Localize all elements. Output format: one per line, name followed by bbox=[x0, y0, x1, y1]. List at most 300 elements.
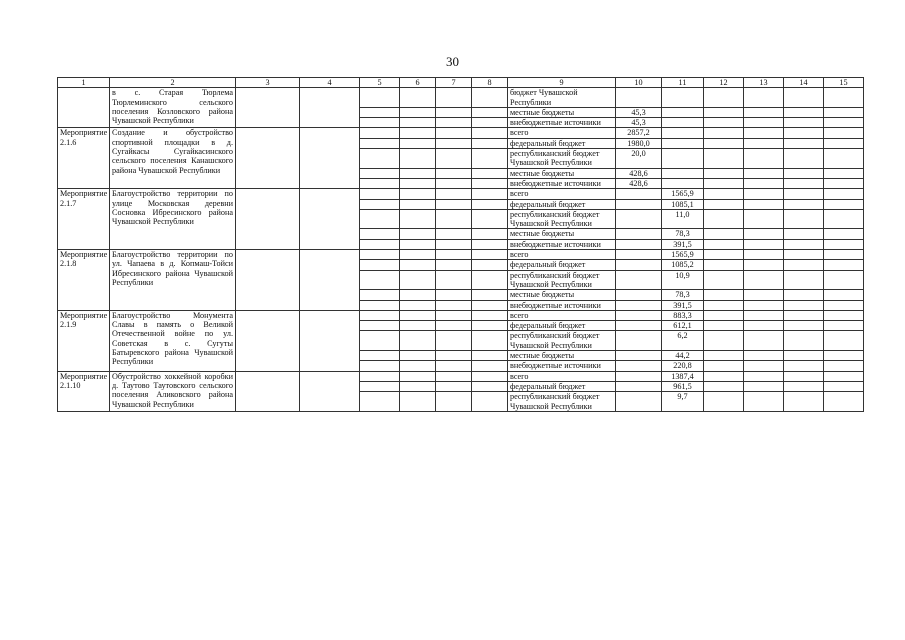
empty-cell bbox=[400, 118, 436, 128]
value-cell-col11: 612,1 bbox=[662, 321, 704, 331]
table-row bbox=[58, 88, 864, 108]
empty-cell bbox=[824, 138, 864, 148]
measure-code-cell: Мероприятие 2.1.6 bbox=[58, 128, 110, 189]
value-cell-col11 bbox=[662, 149, 704, 169]
empty-cell bbox=[704, 381, 744, 391]
empty-cell bbox=[824, 260, 864, 270]
empty-cell bbox=[436, 107, 472, 117]
empty-cell bbox=[436, 361, 472, 371]
empty-cell bbox=[784, 88, 824, 108]
value-cell-col11: 9,7 bbox=[662, 392, 704, 412]
empty-cell bbox=[744, 290, 784, 300]
empty-cell bbox=[784, 331, 824, 351]
value-cell-col11: 1085,1 bbox=[662, 199, 704, 209]
empty-cell bbox=[360, 168, 400, 178]
empty-cell bbox=[824, 351, 864, 361]
funding-source-cell: федеральный бюджет bbox=[508, 138, 616, 148]
value-cell-col10 bbox=[616, 250, 662, 260]
col-header: 6 bbox=[400, 78, 436, 88]
funding-source-cell: федеральный бюджет bbox=[508, 381, 616, 391]
empty-cell bbox=[436, 321, 472, 331]
funding-source-cell: местные бюджеты bbox=[508, 229, 616, 239]
measure-code-cell: Мероприятие 2.1.9 bbox=[58, 310, 110, 371]
empty-cell bbox=[784, 149, 824, 169]
value-cell-col10: 1980,0 bbox=[616, 138, 662, 148]
value-cell-col11: 78,3 bbox=[662, 290, 704, 300]
value-cell-col11 bbox=[662, 118, 704, 128]
empty-cell bbox=[472, 260, 508, 270]
funding-source-cell: республиканский бюджет Чувашской Республики bbox=[508, 149, 616, 169]
empty-cell bbox=[784, 371, 824, 381]
empty-cell bbox=[436, 250, 472, 260]
empty-cell bbox=[784, 260, 824, 270]
empty-cell bbox=[744, 260, 784, 270]
value-cell-col11: 1565,9 bbox=[662, 189, 704, 199]
empty-cell bbox=[824, 371, 864, 381]
empty-cell bbox=[784, 239, 824, 249]
empty-cell bbox=[436, 290, 472, 300]
empty-cell bbox=[744, 392, 784, 412]
measure-code-cell bbox=[58, 88, 110, 128]
empty-cell bbox=[236, 128, 300, 189]
empty-cell bbox=[824, 250, 864, 260]
empty-cell bbox=[436, 270, 472, 290]
empty-cell bbox=[360, 270, 400, 290]
empty-cell bbox=[400, 128, 436, 138]
empty-cell bbox=[824, 392, 864, 412]
col-header: 15 bbox=[824, 78, 864, 88]
empty-cell bbox=[824, 229, 864, 239]
value-cell-col11: 961,5 bbox=[662, 381, 704, 391]
value-cell-col10 bbox=[616, 209, 662, 229]
measure-code-cell: Мероприятие 2.1.10 bbox=[58, 371, 110, 411]
empty-cell bbox=[360, 351, 400, 361]
empty-cell bbox=[472, 229, 508, 239]
value-cell-col10 bbox=[616, 260, 662, 270]
empty-cell bbox=[824, 209, 864, 229]
empty-cell bbox=[744, 239, 784, 249]
empty-cell bbox=[360, 321, 400, 331]
value-cell-col11: 44,2 bbox=[662, 351, 704, 361]
funding-source-cell: всего bbox=[508, 371, 616, 381]
col-header: 12 bbox=[704, 78, 744, 88]
empty-cell bbox=[400, 250, 436, 260]
funding-source-cell: внебюджетные источники bbox=[508, 239, 616, 249]
value-cell-col11: 11,0 bbox=[662, 209, 704, 229]
header-row bbox=[58, 78, 864, 88]
funding-source-cell: внебюджетные источники bbox=[508, 178, 616, 188]
empty-cell bbox=[704, 371, 744, 381]
empty-cell bbox=[784, 138, 824, 148]
value-cell-col10 bbox=[616, 331, 662, 351]
empty-cell bbox=[472, 107, 508, 117]
empty-cell bbox=[236, 371, 300, 411]
empty-cell bbox=[824, 331, 864, 351]
empty-cell bbox=[236, 250, 300, 311]
empty-cell bbox=[744, 118, 784, 128]
empty-cell bbox=[360, 138, 400, 148]
empty-cell bbox=[784, 107, 824, 117]
empty-cell bbox=[824, 107, 864, 117]
funding-source-cell: всего bbox=[508, 189, 616, 199]
funding-source-cell: всего bbox=[508, 128, 616, 138]
empty-cell bbox=[744, 300, 784, 310]
empty-cell bbox=[472, 300, 508, 310]
empty-cell bbox=[744, 361, 784, 371]
value-cell-col10 bbox=[616, 199, 662, 209]
col-header: 10 bbox=[616, 78, 662, 88]
empty-cell bbox=[360, 128, 400, 138]
col-header: 13 bbox=[744, 78, 784, 88]
empty-cell bbox=[744, 321, 784, 331]
empty-cell bbox=[784, 361, 824, 371]
value-cell-col10: 2857,2 bbox=[616, 128, 662, 138]
funding-source-cell: внебюджетные источники bbox=[508, 361, 616, 371]
empty-cell bbox=[400, 331, 436, 351]
value-cell-col10: 20,0 bbox=[616, 149, 662, 169]
empty-cell bbox=[400, 229, 436, 239]
empty-cell bbox=[236, 88, 300, 128]
empty-cell bbox=[744, 381, 784, 391]
value-cell-col11: 391,5 bbox=[662, 239, 704, 249]
empty-cell bbox=[704, 392, 744, 412]
value-cell-col11: 1565,9 bbox=[662, 250, 704, 260]
funding-source-cell: республиканский бюджет Чувашской Республики bbox=[508, 392, 616, 412]
empty-cell bbox=[436, 189, 472, 199]
empty-cell bbox=[744, 128, 784, 138]
empty-cell bbox=[300, 250, 360, 311]
empty-cell bbox=[784, 321, 824, 331]
value-cell-col10 bbox=[616, 392, 662, 412]
empty-cell bbox=[784, 118, 824, 128]
empty-cell bbox=[400, 88, 436, 108]
table-row bbox=[58, 250, 864, 260]
funding-source-cell: внебюджетные источники bbox=[508, 300, 616, 310]
empty-cell bbox=[436, 331, 472, 351]
empty-cell bbox=[824, 199, 864, 209]
empty-cell bbox=[472, 239, 508, 249]
empty-cell bbox=[472, 310, 508, 320]
empty-cell bbox=[400, 290, 436, 300]
value-cell-col10 bbox=[616, 351, 662, 361]
empty-cell bbox=[472, 321, 508, 331]
empty-cell bbox=[360, 371, 400, 381]
empty-cell bbox=[784, 199, 824, 209]
empty-cell bbox=[784, 300, 824, 310]
empty-cell bbox=[824, 361, 864, 371]
empty-cell bbox=[824, 321, 864, 331]
empty-cell bbox=[400, 189, 436, 199]
table-row bbox=[58, 189, 864, 199]
empty-cell bbox=[824, 189, 864, 199]
empty-cell bbox=[824, 300, 864, 310]
measure-code-cell: Мероприятие 2.1.8 bbox=[58, 250, 110, 311]
col-header: 2 bbox=[110, 78, 236, 88]
empty-cell bbox=[704, 199, 744, 209]
col-header: 3 bbox=[236, 78, 300, 88]
empty-cell bbox=[360, 260, 400, 270]
empty-cell bbox=[744, 189, 784, 199]
value-cell-col10: 428,6 bbox=[616, 168, 662, 178]
col-header: 7 bbox=[436, 78, 472, 88]
value-cell-col10 bbox=[616, 270, 662, 290]
empty-cell bbox=[472, 371, 508, 381]
value-cell-col10 bbox=[616, 290, 662, 300]
value-cell-col10 bbox=[616, 371, 662, 381]
value-cell-col11: 391,5 bbox=[662, 300, 704, 310]
empty-cell bbox=[360, 310, 400, 320]
value-cell-col10 bbox=[616, 229, 662, 239]
empty-cell bbox=[436, 300, 472, 310]
empty-cell bbox=[400, 371, 436, 381]
empty-cell bbox=[436, 128, 472, 138]
empty-cell bbox=[400, 270, 436, 290]
funding-source-cell: республиканский бюджет Чувашской Республики bbox=[508, 331, 616, 351]
value-cell-col11 bbox=[662, 107, 704, 117]
funding-source-cell: федеральный бюджет bbox=[508, 199, 616, 209]
empty-cell bbox=[360, 392, 400, 412]
empty-cell bbox=[472, 118, 508, 128]
empty-cell bbox=[400, 381, 436, 391]
empty-cell bbox=[784, 209, 824, 229]
empty-cell bbox=[704, 229, 744, 239]
empty-cell bbox=[360, 118, 400, 128]
measure-name-cell: Благоустройство Монумента Славы в память о Великой Отечественной войне по ул. Советская в с. Сугуты Батыревского района Чувашской Республики bbox=[110, 310, 236, 371]
empty-cell bbox=[784, 178, 824, 188]
empty-cell bbox=[744, 270, 784, 290]
empty-cell bbox=[784, 128, 824, 138]
empty-cell bbox=[236, 189, 300, 250]
empty-cell bbox=[472, 250, 508, 260]
value-cell-col11: 883,3 bbox=[662, 310, 704, 320]
empty-cell bbox=[744, 331, 784, 351]
empty-cell bbox=[744, 250, 784, 260]
funding-source-cell: бюджет Чувашской Республики bbox=[508, 88, 616, 108]
empty-cell bbox=[824, 118, 864, 128]
value-cell-col10 bbox=[616, 239, 662, 249]
empty-cell bbox=[784, 351, 824, 361]
value-cell-col10: 45,3 bbox=[616, 118, 662, 128]
empty-cell bbox=[784, 229, 824, 239]
empty-cell bbox=[360, 107, 400, 117]
empty-cell bbox=[824, 128, 864, 138]
empty-cell bbox=[472, 209, 508, 229]
value-cell-col11: 6,2 bbox=[662, 331, 704, 351]
empty-cell bbox=[472, 381, 508, 391]
funding-source-cell: федеральный бюджет bbox=[508, 321, 616, 331]
empty-cell bbox=[744, 178, 784, 188]
value-cell-col11: 78,3 bbox=[662, 229, 704, 239]
empty-cell bbox=[744, 88, 784, 108]
empty-cell bbox=[704, 239, 744, 249]
col-header: 1 bbox=[58, 78, 110, 88]
empty-cell bbox=[300, 88, 360, 128]
empty-cell bbox=[436, 178, 472, 188]
empty-cell bbox=[744, 138, 784, 148]
empty-cell bbox=[300, 189, 360, 250]
empty-cell bbox=[472, 270, 508, 290]
empty-cell bbox=[744, 107, 784, 117]
empty-cell bbox=[436, 310, 472, 320]
empty-cell bbox=[436, 118, 472, 128]
empty-cell bbox=[360, 300, 400, 310]
empty-cell bbox=[704, 250, 744, 260]
empty-cell bbox=[360, 209, 400, 229]
measure-name-cell: Благоустройство территории по ул. Чапаева в д. Копмаш-Тойси Ибресинского района Чувашской Республики bbox=[110, 250, 236, 311]
table-row bbox=[58, 128, 864, 138]
value-cell-col11: 10,9 bbox=[662, 270, 704, 290]
empty-cell bbox=[436, 209, 472, 229]
empty-cell bbox=[824, 381, 864, 391]
funding-source-cell: местные бюджеты bbox=[508, 107, 616, 117]
empty-cell bbox=[360, 189, 400, 199]
col-header: 4 bbox=[300, 78, 360, 88]
funding-source-cell: всего bbox=[508, 310, 616, 320]
table-row bbox=[58, 371, 864, 381]
value-cell-col10 bbox=[616, 310, 662, 320]
empty-cell bbox=[360, 88, 400, 108]
empty-cell bbox=[744, 149, 784, 169]
empty-cell bbox=[436, 229, 472, 239]
empty-cell bbox=[400, 178, 436, 188]
empty-cell bbox=[360, 178, 400, 188]
empty-cell bbox=[436, 138, 472, 148]
empty-cell bbox=[472, 178, 508, 188]
empty-cell bbox=[784, 168, 824, 178]
empty-cell bbox=[472, 392, 508, 412]
value-cell-col10 bbox=[616, 361, 662, 371]
empty-cell bbox=[824, 149, 864, 169]
empty-cell bbox=[472, 351, 508, 361]
col-header: 5 bbox=[360, 78, 400, 88]
value-cell-col10 bbox=[616, 321, 662, 331]
empty-cell bbox=[436, 239, 472, 249]
empty-cell bbox=[472, 361, 508, 371]
empty-cell bbox=[300, 371, 360, 411]
empty-cell bbox=[436, 351, 472, 361]
empty-cell bbox=[360, 381, 400, 391]
value-cell-col11 bbox=[662, 138, 704, 148]
empty-cell bbox=[704, 138, 744, 148]
empty-cell bbox=[744, 209, 784, 229]
empty-cell bbox=[360, 229, 400, 239]
empty-cell bbox=[360, 250, 400, 260]
empty-cell bbox=[360, 290, 400, 300]
empty-cell bbox=[744, 310, 784, 320]
empty-cell bbox=[784, 189, 824, 199]
empty-cell bbox=[704, 331, 744, 351]
value-cell-col11: 220,8 bbox=[662, 361, 704, 371]
empty-cell bbox=[400, 239, 436, 249]
col-header: 11 bbox=[662, 78, 704, 88]
empty-cell bbox=[360, 199, 400, 209]
empty-cell bbox=[300, 310, 360, 371]
empty-cell bbox=[436, 168, 472, 178]
empty-cell bbox=[744, 199, 784, 209]
empty-cell bbox=[360, 149, 400, 169]
value-cell-col10: 428,6 bbox=[616, 178, 662, 188]
value-cell-col10 bbox=[616, 300, 662, 310]
empty-cell bbox=[704, 149, 744, 169]
value-cell-col11 bbox=[662, 178, 704, 188]
funding-source-cell: федеральный бюджет bbox=[508, 260, 616, 270]
empty-cell bbox=[784, 250, 824, 260]
empty-cell bbox=[744, 371, 784, 381]
funding-source-cell: республиканский бюджет Чувашской Республики bbox=[508, 209, 616, 229]
empty-cell bbox=[400, 392, 436, 412]
empty-cell bbox=[824, 290, 864, 300]
empty-cell bbox=[436, 371, 472, 381]
empty-cell bbox=[784, 310, 824, 320]
empty-cell bbox=[400, 209, 436, 229]
empty-cell bbox=[436, 381, 472, 391]
empty-cell bbox=[436, 88, 472, 108]
empty-cell bbox=[784, 381, 824, 391]
empty-cell bbox=[704, 310, 744, 320]
measure-code-cell: Мероприятие 2.1.7 bbox=[58, 189, 110, 250]
empty-cell bbox=[472, 138, 508, 148]
empty-cell bbox=[400, 351, 436, 361]
empty-cell bbox=[472, 189, 508, 199]
empty-cell bbox=[400, 300, 436, 310]
funding-source-cell: местные бюджеты bbox=[508, 351, 616, 361]
empty-cell bbox=[704, 168, 744, 178]
empty-cell bbox=[400, 199, 436, 209]
measure-name-cell: Благоустройство территории по улице Московская деревни Сосновка Ибресинского района Чувашской Республики bbox=[110, 189, 236, 250]
empty-cell bbox=[784, 270, 824, 290]
empty-cell bbox=[436, 392, 472, 412]
empty-cell bbox=[704, 260, 744, 270]
empty-cell bbox=[744, 229, 784, 239]
funding-source-cell: местные бюджеты bbox=[508, 290, 616, 300]
empty-cell bbox=[824, 270, 864, 290]
empty-cell bbox=[236, 310, 300, 371]
empty-cell bbox=[704, 290, 744, 300]
empty-cell bbox=[472, 128, 508, 138]
empty-cell bbox=[472, 331, 508, 351]
empty-cell bbox=[360, 239, 400, 249]
empty-cell bbox=[472, 290, 508, 300]
empty-cell bbox=[784, 392, 824, 412]
empty-cell bbox=[360, 331, 400, 351]
empty-cell bbox=[400, 138, 436, 148]
empty-cell bbox=[472, 88, 508, 108]
funding-table bbox=[57, 77, 864, 412]
empty-cell bbox=[704, 300, 744, 310]
empty-cell bbox=[784, 290, 824, 300]
empty-cell bbox=[704, 118, 744, 128]
page-number: 30 bbox=[446, 54, 459, 69]
empty-cell bbox=[704, 107, 744, 117]
empty-cell bbox=[400, 321, 436, 331]
col-header: 8 bbox=[472, 78, 508, 88]
table-body bbox=[58, 88, 864, 412]
col-header: 9 bbox=[508, 78, 616, 88]
empty-cell bbox=[704, 361, 744, 371]
empty-cell bbox=[704, 209, 744, 229]
empty-cell bbox=[472, 199, 508, 209]
col-header: 14 bbox=[784, 78, 824, 88]
funding-source-cell: внебюджетные источники bbox=[508, 118, 616, 128]
empty-cell bbox=[472, 149, 508, 169]
funding-source-cell: местные бюджеты bbox=[508, 168, 616, 178]
measure-name-cell: Обустройство хоккейной коробки д. Таутово Таутовского сельского поселения Аликовского района Чувашской Республики bbox=[110, 371, 236, 411]
table-row bbox=[58, 310, 864, 320]
value-cell-col10 bbox=[616, 88, 662, 108]
empty-cell bbox=[744, 351, 784, 361]
empty-cell bbox=[824, 178, 864, 188]
funding-source-cell: всего bbox=[508, 250, 616, 260]
